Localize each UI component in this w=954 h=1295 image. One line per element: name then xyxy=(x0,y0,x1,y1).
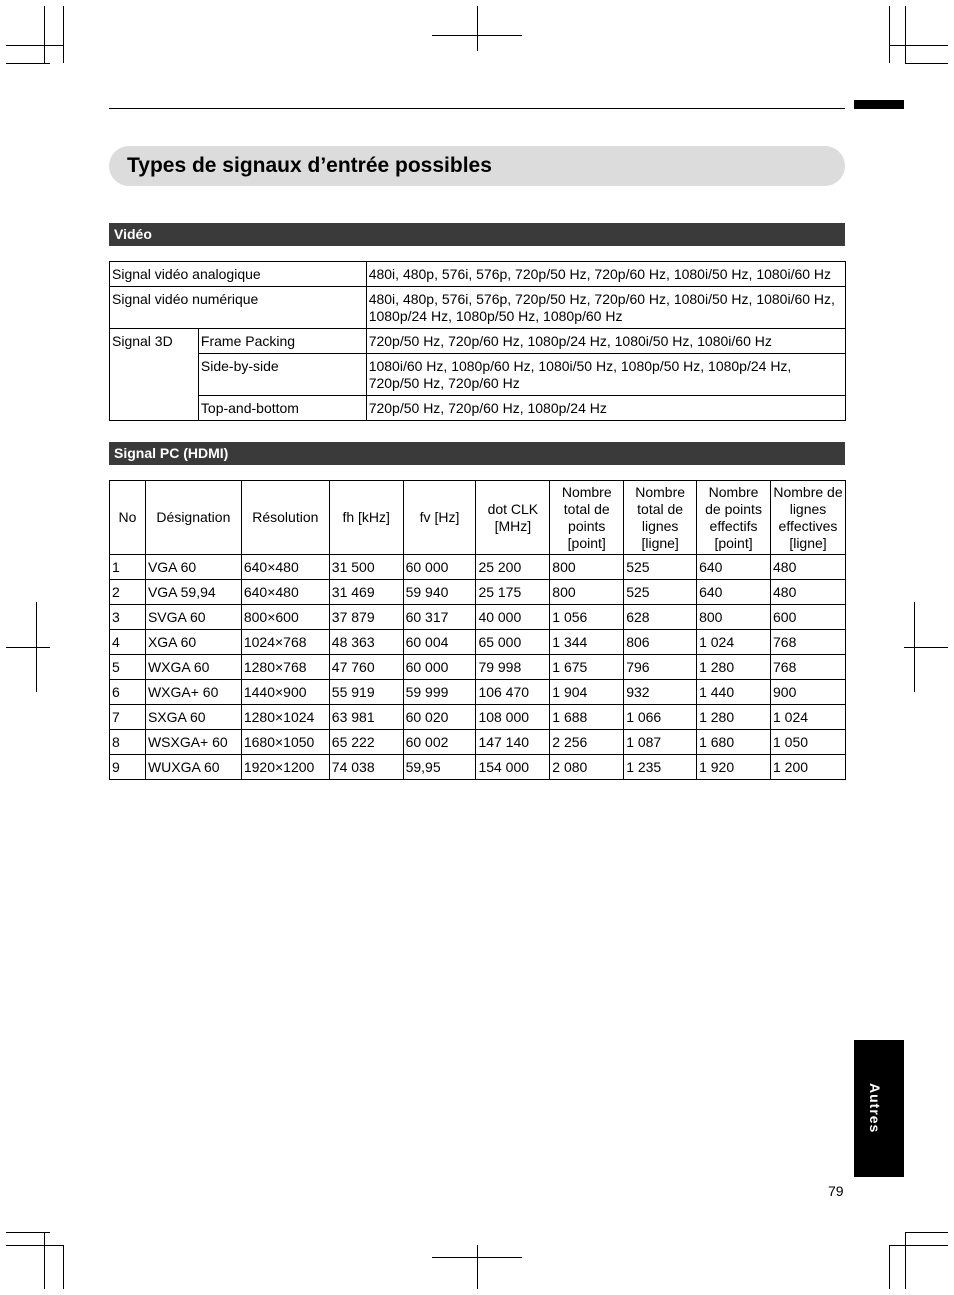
video-section-heading xyxy=(109,223,845,246)
table-cell: 600 xyxy=(771,605,846,630)
row-value: 480i, 480p, 576i, 576p, 720p/50 Hz, 720p/60 Hz, 1080i/50 Hz, 1080i/60 Hz, 1080p/24 Hz, 1080p/50 Hz, 1080p/60 Hz xyxy=(366,287,845,329)
table-row xyxy=(110,605,846,630)
table-cell: SXGA 60 xyxy=(145,705,241,730)
header-rule xyxy=(109,108,845,109)
table-cell: 1 235 xyxy=(624,755,697,780)
table-row xyxy=(110,680,846,705)
table-cell: SVGA 60 xyxy=(145,605,241,630)
table-cell: 900 xyxy=(771,680,846,705)
table-cell: 800 xyxy=(697,605,771,630)
table-cell: 2 xyxy=(110,580,146,605)
table-cell: 48 363 xyxy=(329,630,403,655)
table-cell: 31 500 xyxy=(329,555,403,580)
table-cell: 59 940 xyxy=(403,580,476,605)
table-cell: 25 175 xyxy=(476,580,550,605)
table-cell: 800 xyxy=(550,580,624,605)
video-heading-text: Vidéo xyxy=(114,226,152,242)
table-cell: 40 000 xyxy=(476,605,550,630)
row-label: Frame Packing xyxy=(198,329,366,354)
table-cell: 1024×768 xyxy=(241,630,329,655)
table-cell: 1 200 xyxy=(771,755,846,780)
table-cell: 154 000 xyxy=(476,755,550,780)
table-cell: 8 xyxy=(110,730,146,755)
table-cell: 1 344 xyxy=(550,630,624,655)
table-row xyxy=(110,287,846,329)
row-label: Top-and-bottom xyxy=(198,396,366,421)
column-header: fv [Hz] xyxy=(403,481,476,555)
table-cell: 60 317 xyxy=(403,605,476,630)
table-cell: 1 440 xyxy=(697,680,771,705)
column-header: Nombre de points effectifs [point] xyxy=(697,481,771,555)
table-cell: 932 xyxy=(624,680,697,705)
table-cell: XGA 60 xyxy=(145,630,241,655)
table-cell: 640 xyxy=(697,555,771,580)
table-cell: 628 xyxy=(624,605,697,630)
column-header: Nombre total de points [point] xyxy=(550,481,624,555)
pc-signals-table xyxy=(109,480,846,780)
page-title: Types de signaux d’entrée possibles xyxy=(127,154,492,177)
table-cell: 9 xyxy=(110,755,146,780)
table-row xyxy=(110,655,846,680)
table-cell: 37 879 xyxy=(329,605,403,630)
table-cell: 106 470 xyxy=(476,680,550,705)
table-cell: 1 087 xyxy=(624,730,697,755)
section-side-tab xyxy=(854,1040,904,1177)
table-cell: 1920×1200 xyxy=(241,755,329,780)
table-cell: WUXGA 60 xyxy=(145,755,241,780)
table-cell: 1 050 xyxy=(771,730,846,755)
table-row xyxy=(110,705,846,730)
table-cell: 60 000 xyxy=(403,655,476,680)
table-row xyxy=(110,630,846,655)
table-cell: WSXGA+ 60 xyxy=(145,730,241,755)
table-cell: 74 038 xyxy=(329,755,403,780)
side-tab-label: Autres xyxy=(867,1083,883,1134)
table-cell: 1 024 xyxy=(697,630,771,655)
table-cell: 5 xyxy=(110,655,146,680)
column-header: No xyxy=(110,481,146,555)
table-cell: 108 000 xyxy=(476,705,550,730)
table-cell: 800×600 xyxy=(241,605,329,630)
table-cell: 1 675 xyxy=(550,655,624,680)
table-cell: 1 688 xyxy=(550,705,624,730)
table-cell: 147 140 xyxy=(476,730,550,755)
table-cell: VGA 59,94 xyxy=(145,580,241,605)
table-row xyxy=(110,396,846,421)
table-cell: 60 000 xyxy=(403,555,476,580)
table-header-row xyxy=(110,481,846,555)
table-cell: 525 xyxy=(624,555,697,580)
column-header: Désignation xyxy=(145,481,241,555)
row-value: 1080i/60 Hz, 1080p/60 Hz, 1080i/50 Hz, 1080p/50 Hz, 1080p/24 Hz, 720p/50 Hz, 720p/60 Hz xyxy=(366,354,845,396)
table-cell: WXGA 60 xyxy=(145,655,241,680)
row-value: 720p/50 Hz, 720p/60 Hz, 1080p/24 Hz, 1080i/50 Hz, 1080i/60 Hz xyxy=(366,329,845,354)
table-cell: 25 200 xyxy=(476,555,550,580)
column-header: Nombre total de lignes [ligne] xyxy=(624,481,697,555)
table-cell: 525 xyxy=(624,580,697,605)
video-signals-table xyxy=(109,261,846,421)
table-cell: 60 002 xyxy=(403,730,476,755)
table-cell: 59,95 xyxy=(403,755,476,780)
table-cell: 60 004 xyxy=(403,630,476,655)
header-tab-marker xyxy=(854,100,904,109)
table-cell: 1 056 xyxy=(550,605,624,630)
table-cell: 640×480 xyxy=(241,580,329,605)
table-row xyxy=(110,354,846,396)
table-cell: 47 760 xyxy=(329,655,403,680)
table-cell: 6 xyxy=(110,680,146,705)
table-cell: 4 xyxy=(110,630,146,655)
table-cell: 800 xyxy=(550,555,624,580)
table-cell: 806 xyxy=(624,630,697,655)
column-header: dot CLK [MHz] xyxy=(476,481,550,555)
pc-heading-text: Signal PC (HDMI) xyxy=(114,445,229,461)
table-cell: 796 xyxy=(624,655,697,680)
column-header: Résolution xyxy=(241,481,329,555)
page-number: 79 xyxy=(828,1183,844,1199)
table-cell: 59 999 xyxy=(403,680,476,705)
table-row xyxy=(110,555,846,580)
table-cell: 7 xyxy=(110,705,146,730)
table-cell: 1 680 xyxy=(697,730,771,755)
table-row xyxy=(110,580,846,605)
table-cell: 1 904 xyxy=(550,680,624,705)
table-cell: VGA 60 xyxy=(145,555,241,580)
table-cell: 1 920 xyxy=(697,755,771,780)
table-row xyxy=(110,755,846,780)
table-cell: 1 024 xyxy=(771,705,846,730)
table-cell: 2 080 xyxy=(550,755,624,780)
table-cell: 1280×768 xyxy=(241,655,329,680)
table-cell: 480 xyxy=(771,555,846,580)
table-cell: 1 066 xyxy=(624,705,697,730)
table-cell: 1280×1024 xyxy=(241,705,329,730)
table-cell: 63 981 xyxy=(329,705,403,730)
table-cell: WXGA+ 60 xyxy=(145,680,241,705)
row-value: 480i, 480p, 576i, 576p, 720p/50 Hz, 720p/60 Hz, 1080i/50 Hz, 1080i/60 Hz xyxy=(366,262,845,287)
table-cell: 2 256 xyxy=(550,730,624,755)
table-cell: 31 469 xyxy=(329,580,403,605)
table-cell: 60 020 xyxy=(403,705,476,730)
pc-section-heading xyxy=(109,442,845,465)
table-cell: 640 xyxy=(697,580,771,605)
table-cell: 768 xyxy=(771,655,846,680)
table-cell: 640×480 xyxy=(241,555,329,580)
table-cell: 1 xyxy=(110,555,146,580)
row-label: Signal vidéo analogique xyxy=(110,262,367,287)
table-cell: 65 222 xyxy=(329,730,403,755)
table-cell: 1 280 xyxy=(697,705,771,730)
table-row xyxy=(110,730,846,755)
row-label: Signal vidéo numérique xyxy=(110,287,367,329)
table-cell: 79 998 xyxy=(476,655,550,680)
table-cell: 3 xyxy=(110,605,146,630)
table-cell: 65 000 xyxy=(476,630,550,655)
table-cell: 1680×1050 xyxy=(241,730,329,755)
table-cell: 480 xyxy=(771,580,846,605)
column-header: fh [kHz] xyxy=(329,481,403,555)
table-cell: 1440×900 xyxy=(241,680,329,705)
table-row xyxy=(110,329,846,354)
table-cell: 55 919 xyxy=(329,680,403,705)
table-row xyxy=(110,262,846,287)
row-label: Side-by-side xyxy=(198,354,366,396)
row-value: 720p/50 Hz, 720p/60 Hz, 1080p/24 Hz xyxy=(366,396,845,421)
title-banner xyxy=(109,146,845,186)
table-cell: 1 280 xyxy=(697,655,771,680)
column-header: Nombre de lignes effectives [ligne] xyxy=(771,481,846,555)
signal-3d-label: Signal 3D xyxy=(110,329,199,421)
table-cell: 768 xyxy=(771,630,846,655)
